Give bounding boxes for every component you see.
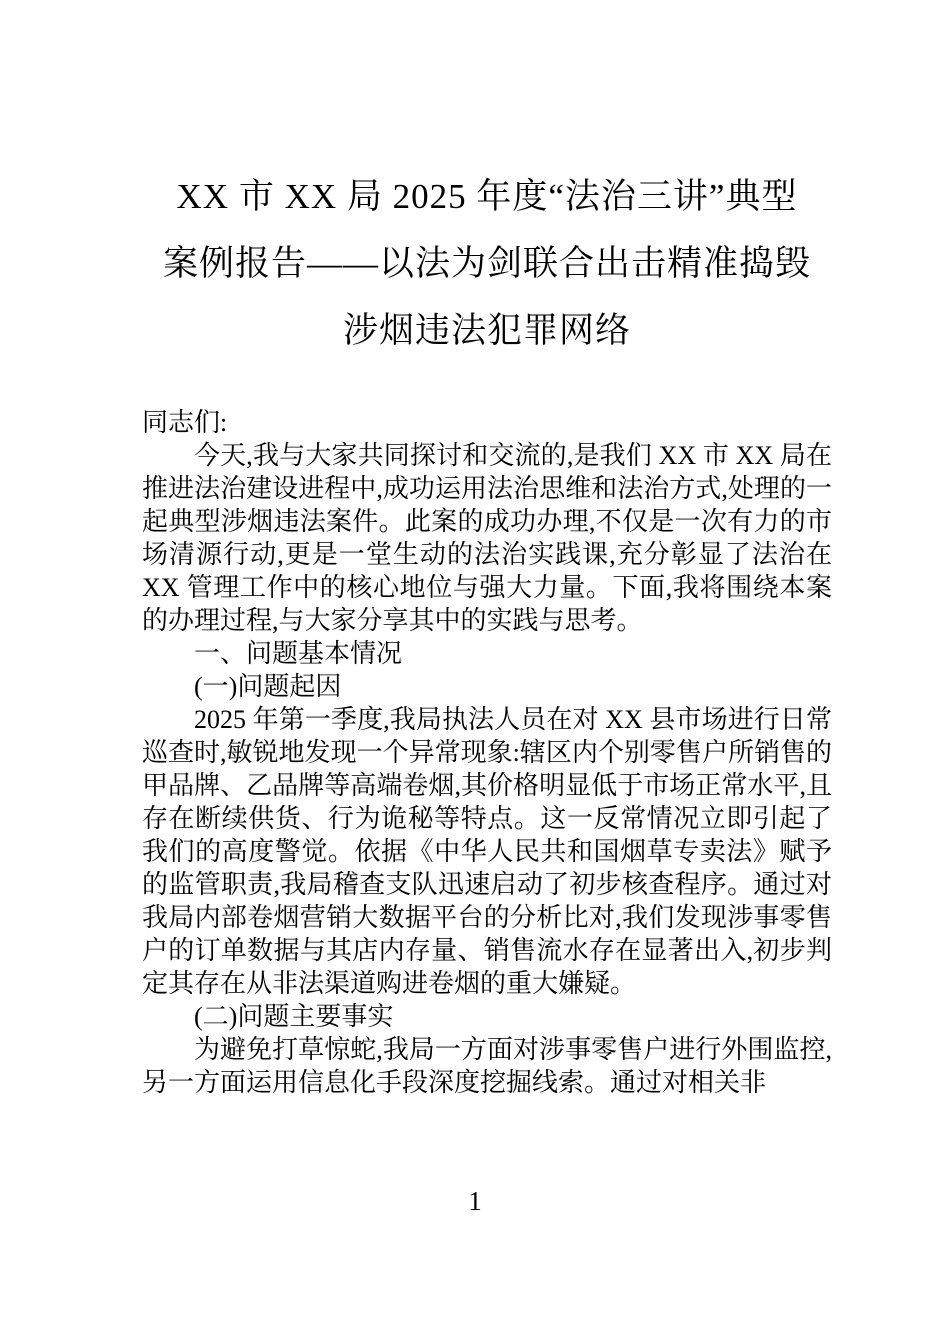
paragraph: 为避免打草惊蛇,我局一方面对涉事零售户进行外围监控,另一方面运用信息化手段深度挖掘线索。通过对相关非 xyxy=(142,1035,832,1097)
paragraph: 同志们: xyxy=(142,408,228,437)
section-heading: 一、问题基本情况 xyxy=(194,639,403,668)
document-title xyxy=(142,163,832,364)
title-line: XX 市 XX 局 2025 年度“法治三讲”典型 xyxy=(176,177,798,216)
page-number: 1 xyxy=(468,1186,482,1216)
paragraph: 2025 年第一季度,我局执法人员在对 XX 县市场进行日常巡查时,敏锐地发现一个异常现象:辖区内个别零售户所销售的甲品牌、乙品牌等高端卷烟,其价格明显低于市场正常水平,且存在断续供货、行为诡秘等特点。这一反常情况立即引起了我们的高度警觉。依据《中华人民共和国烟草专卖法》赋予的监管职责,我局稽查支队迅速启动了初步核查程序。通过对我局内部卷烟营销大数据平台的分析比对,我们发现涉事零售户的订单数据与其店内存量、销售流水存在显著出入,初步判定其存在从非法渠道购进卷烟的重大嫌疑。 xyxy=(142,705,832,998)
section-heading: (二)问题主要事实 xyxy=(194,1002,394,1031)
document-body xyxy=(142,406,832,1099)
paragraph: 今天,我与大家共同探讨和交流的,是我们 XX 市 XX 局在推进法治建设进程中,成功运用法治思维和法治方式,处理的一起典型涉烟违法案件。此案的成功办理,不仅是一次有力的市场清源行动,更是一堂生动的法治实践课,充分彰显了法治在 XX 管理工作中的核心地位与强大力量。下面,我将围绕本案的办理过程,与大家分享其中的实践与思考。 xyxy=(142,441,832,635)
title-line: 案例报告——以法为剑联合出击精准捣毁 xyxy=(162,244,811,283)
title-line: 涉烟违法犯罪网络 xyxy=(342,311,631,350)
section-heading: (一)问题起因 xyxy=(194,672,342,701)
